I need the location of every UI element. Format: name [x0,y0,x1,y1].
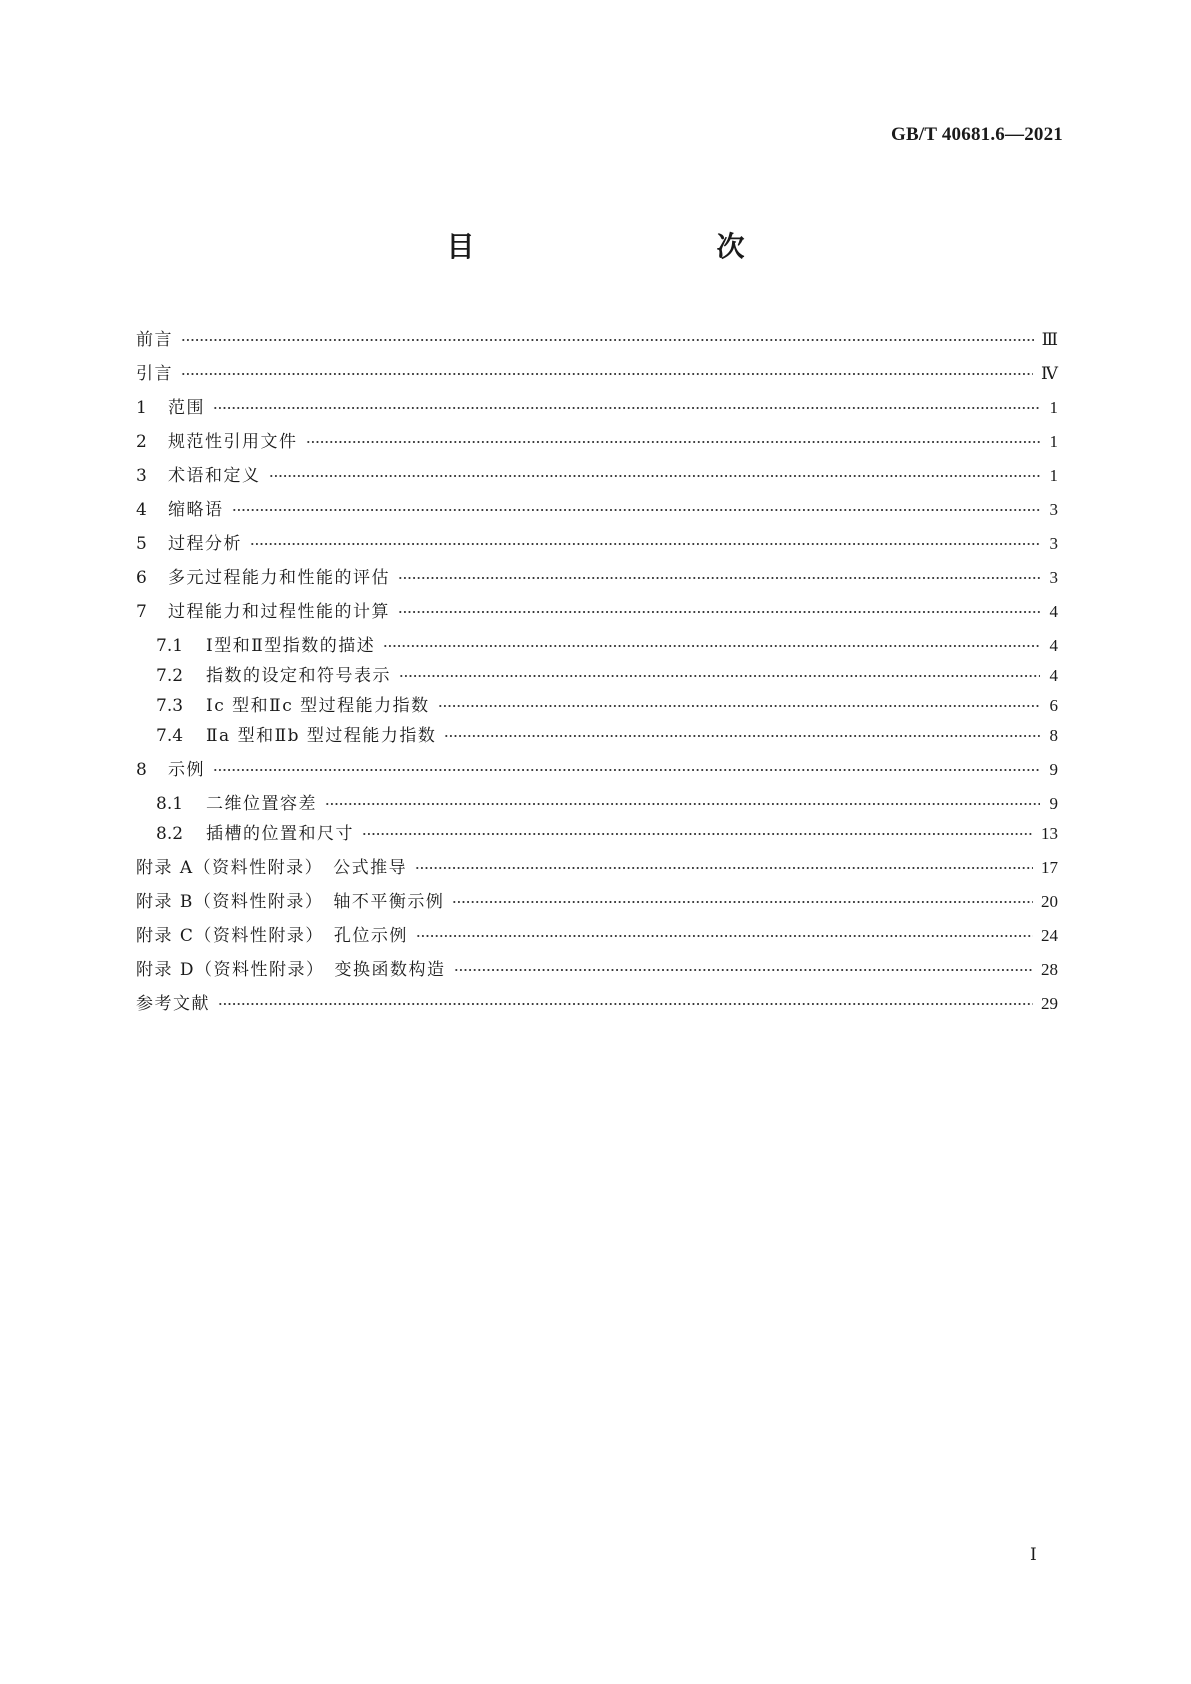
dot-leader [213,766,1040,774]
toc-entry-page: 8 [1049,726,1058,745]
toc-entry-page: 20 [1041,892,1058,911]
toc-entry-number: 7.3 [156,696,184,716]
toc-entry-page: 17 [1041,858,1058,877]
toc-entry-7-1[interactable] [156,633,1058,659]
toc-entry-2[interactable] [136,429,1058,455]
toc-entry-text: 附录 D（资料性附录） 变换函数构造 [136,960,446,980]
toc-entry-number: 7.2 [156,666,184,686]
toc-entry-page: 3 [1049,534,1058,553]
toc-entry-page: 4 [1049,636,1058,655]
toc-entry-annex-a[interactable] [136,855,1058,881]
toc-entry-text: 指数的设定和符号表示 [206,666,391,686]
toc-entry-text: 插槽的位置和尺寸 [206,824,354,844]
toc-entry-8-1[interactable] [156,791,1058,817]
toc-entry-page: Ⅳ [1041,364,1058,383]
dot-leader [181,370,1033,378]
toc-entry-page: 1 [1049,432,1058,451]
dot-leader [306,438,1041,446]
dot-leader [416,932,1033,940]
toc-entry-4[interactable] [136,497,1058,523]
toc-entry-text: 前言 [136,330,173,350]
toc-entry-number: 8.1 [156,794,184,814]
toc-entry-page: 4 [1049,602,1058,621]
toc-entry-annex-d[interactable] [136,957,1058,983]
dot-leader [383,642,1040,650]
toc-entry-number: 6 [136,568,147,588]
toc-entry-page: 3 [1049,568,1058,587]
dot-leader [398,608,1040,616]
dot-leader [398,574,1040,582]
toc-entry-page: 9 [1049,794,1058,813]
toc-entry-number: 2 [136,432,147,452]
toc-entry-5[interactable] [136,531,1058,557]
toc-entry-text: 多元过程能力和性能的评估 [168,568,390,588]
dot-leader [218,1000,1033,1008]
toc-entry-page: 6 [1049,696,1058,715]
toc-entry-text: 附录 B（资料性附录） 轴不平衡示例 [136,892,445,912]
toc-entry-annex-b[interactable] [136,889,1058,915]
toc-entry-annex-c[interactable] [136,923,1058,949]
toc-entry-page: 1 [1049,466,1058,485]
toc-entry-text: 规范性引用文件 [168,432,298,452]
dot-leader [438,702,1040,710]
dot-leader [325,800,1040,808]
toc-entry-bibliography[interactable] [136,991,1058,1017]
toc-entry-8[interactable] [136,757,1058,783]
dot-leader [415,864,1033,872]
toc-entry-7[interactable] [136,599,1058,625]
dot-leader [269,472,1041,480]
toc-entry-number: 5 [136,534,147,554]
toc-entry-number: 1 [136,398,147,418]
standard-code: GB/T 40681.6—2021 [891,124,1063,145]
toc-entry-text: 参考文献 [136,994,210,1014]
toc-entry-text: 示例 [168,760,205,780]
toc-entry-foreword[interactable] [136,327,1058,353]
page-number: Ⅰ [1030,1545,1037,1564]
toc-entry-page: 3 [1049,500,1058,519]
toc-entry-number: 8.2 [156,824,184,844]
toc-entry-number: 4 [136,500,147,520]
toc-entry-text: 二维位置容差 [206,794,317,814]
toc-entry-text: 过程能力和过程性能的计算 [168,602,390,622]
toc-entry-number: 7 [136,602,147,622]
toc-entry-page: 1 [1049,398,1058,417]
toc-entry-7-2[interactable] [156,663,1058,689]
toc-entry-text: 引言 [136,364,173,384]
dot-leader [362,830,1033,838]
toc-entry-text: 附录 A（资料性附录） 公式推导 [136,858,408,878]
toc-entry-text: 缩略语 [168,500,224,520]
dot-leader [181,336,1034,344]
toc-entry-number: 7.4 [156,726,184,746]
toc-entry-3[interactable] [136,463,1058,489]
toc-entry-page: 9 [1049,760,1058,779]
toc-entry-text: 术语和定义 [168,466,261,486]
toc-entry-page: 28 [1041,960,1058,979]
toc-entry-page: 4 [1049,666,1058,685]
toc-entry-number: 3 [136,466,147,486]
toc-entry-number: 8 [136,760,147,780]
toc-entry-text: Ⅰc 型和Ⅱc 型过程能力指数 [206,696,430,716]
toc-entry-1[interactable] [136,395,1058,421]
toc-entry-page: 29 [1041,994,1058,1013]
toc-entry-text: Ⅱa 型和Ⅱb 型过程能力指数 [206,726,437,746]
toc-entry-7-3[interactable] [156,693,1058,719]
toc-entry-6[interactable] [136,565,1058,591]
dot-leader [250,540,1040,548]
toc-entry-7-4[interactable] [156,723,1058,749]
toc-entry-page: 13 [1041,824,1058,843]
toc-entry-introduction[interactable] [136,361,1058,387]
toc-entry-8-2[interactable] [156,821,1058,847]
toc-title: 目 次 [446,230,807,263]
dot-leader [232,506,1041,514]
toc-entry-text: 过程分析 [168,534,242,554]
dot-leader [399,672,1040,680]
dot-leader [454,966,1033,974]
toc-entry-text: 附录 C（资料性附录） 孔位示例 [136,926,408,946]
toc-entry-text: 范围 [168,398,205,418]
dot-leader [452,898,1033,906]
toc-entry-text: Ⅰ型和Ⅱ型指数的描述 [206,636,376,656]
toc-entry-page: Ⅲ [1041,330,1058,349]
toc-entry-number: 7.1 [156,636,184,656]
dot-leader [213,404,1040,412]
toc-entry-page: 24 [1041,926,1058,945]
dot-leader [444,732,1040,740]
